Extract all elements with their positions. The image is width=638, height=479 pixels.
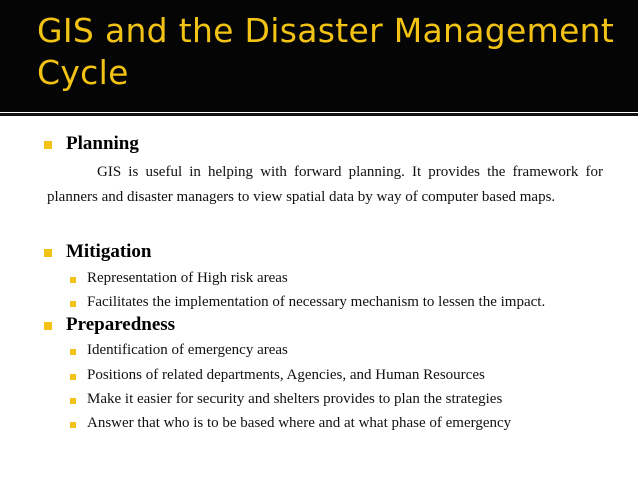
list-item: Identification of emergency areas [87, 342, 288, 358]
planning-paragraph: GIS is useful in helping with forward planning. It provides the framework for planners and disaster managers to view spatial data by way of computer based maps. [47, 164, 603, 205]
bullet-square-icon [44, 141, 52, 149]
list-item: Facilitates the implementation of necessary mechanism to lessen the impact. [87, 294, 546, 310]
title-divider [0, 113, 638, 116]
list-item: Positions of related departments, Agencies, and Human Resources [87, 367, 485, 383]
bullet-square-icon [44, 322, 52, 330]
sub-bullet-square-icon [70, 301, 76, 307]
list-item: Representation of High risk areas [87, 270, 288, 286]
list-item: Answer that who is to be based where and at what phase of emergency [87, 415, 512, 431]
section-heading-preparedness: Preparedness [66, 314, 176, 335]
sub-bullet-square-icon [70, 349, 76, 355]
title-bar [0, 0, 638, 112]
slide-title: GIS and the Disaster Management Cycle [37, 11, 615, 92]
section-heading-planning: Planning [66, 133, 139, 154]
sub-bullet-square-icon [70, 374, 76, 380]
sub-bullet-square-icon [70, 422, 76, 428]
sub-bullet-square-icon [70, 398, 76, 404]
list-item: Make it easier for security and shelters provides to plan the strategies [87, 391, 503, 407]
bullet-square-icon [44, 249, 52, 257]
sub-bullet-square-icon [70, 277, 76, 283]
section-heading-mitigation: Mitigation [66, 241, 152, 262]
